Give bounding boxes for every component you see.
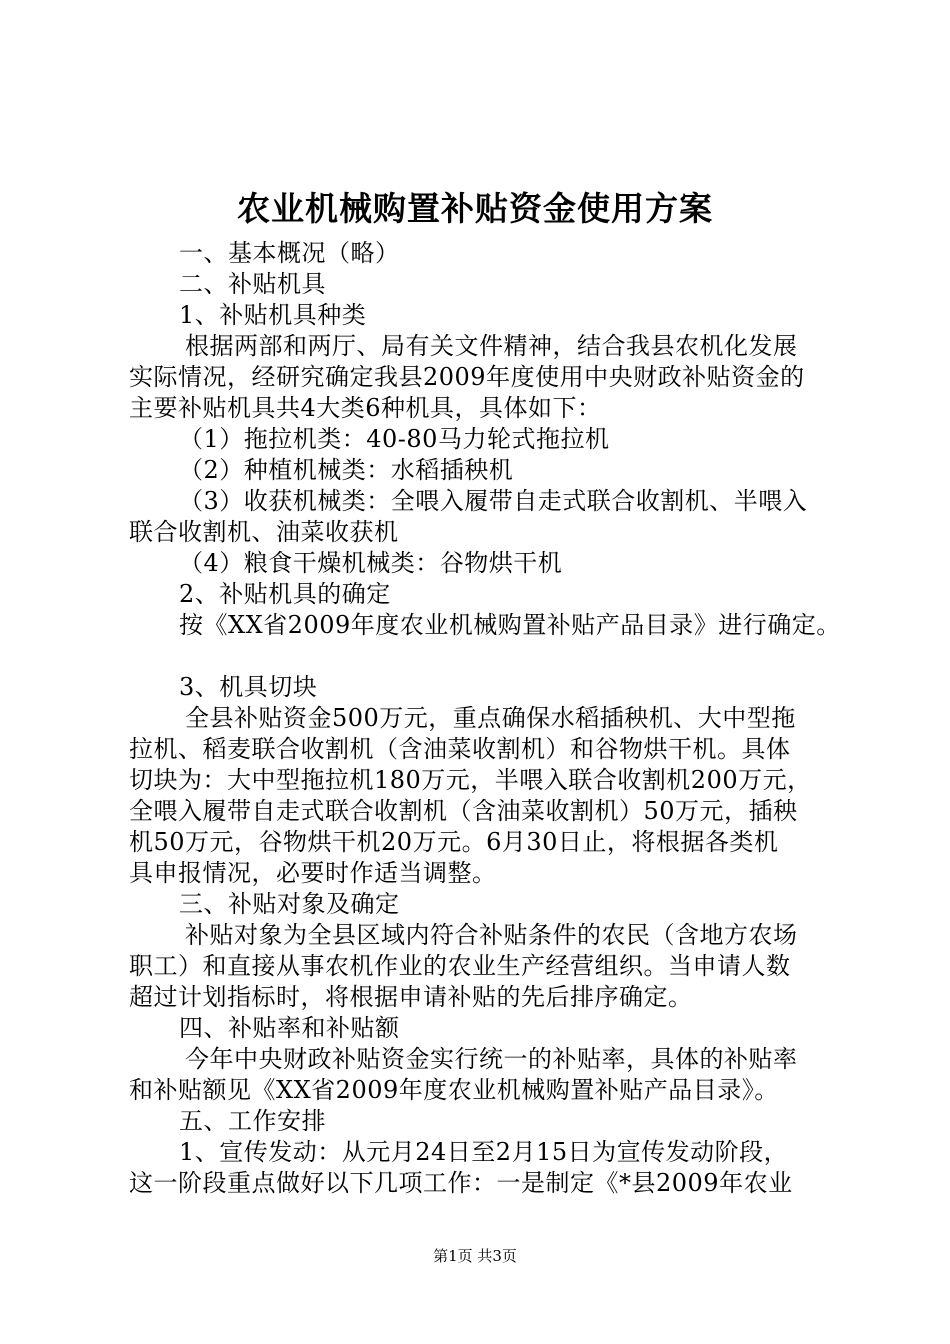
- blank-line: [129, 641, 834, 672]
- list-item: （4）粮食干燥机械类：谷物烘干机: [179, 549, 563, 577]
- document-body: [129, 238, 841, 1199]
- subsection-heading: 2、补贴机具的确定: [179, 580, 391, 608]
- document-title: 农业机械购置补贴资金使用方案: [237, 189, 713, 228]
- list-item: （2）种植机械类：水稻插秧机: [179, 456, 514, 484]
- section-heading: 四、补贴率和补贴额: [179, 1014, 400, 1042]
- paragraph-line: 超过计划指标时，将根据申请补贴的先后排序确定。: [129, 983, 693, 1011]
- paragraph-line: 全喂入履带自走式联合收割机（含油菜收割机）50万元，插秧: [129, 797, 798, 825]
- paragraph-line: 补贴对象为全县区域内符合补贴条件的农民（含地方农场: [185, 921, 798, 949]
- paragraph-line: 和补贴额见《XX省2009年度农业机械购置补贴产品目录》。: [129, 1076, 779, 1104]
- section-heading: 五、工作安排: [179, 1107, 326, 1135]
- paragraph-line: 1、宣传发动：从元月24日至2月15日为宣传发动阶段，: [179, 1138, 789, 1166]
- paragraph-line: 这一阶段重点做好以下几项工作：一是制定《*县2009年农业: [129, 1169, 793, 1197]
- paragraph-line: 具申报情况，必要时作适当调整。: [129, 859, 497, 887]
- paragraph-line: 机50万元，谷物烘干机20万元。6月30日止，将根据各类机: [129, 828, 779, 856]
- paragraph-line: 今年中央财政补贴资金实行统一的补贴率，具体的补贴率: [185, 1045, 798, 1073]
- paragraph-line: 全县补贴资金500万元，重点确保水稻插秧机、大中型拖: [185, 704, 796, 732]
- paragraph-line: 实际情况，经研究确定我县2009年度使用中央财政补贴资金的: [129, 363, 805, 391]
- paragraph-line: 根据两部和两厅、局有关文件精神，结合我县农机化发展: [185, 332, 798, 360]
- list-item-continuation: 联合收割机、油菜收获机: [129, 518, 399, 546]
- list-item: （3）收获机械类：全喂入履带自走式联合收割机、半喂入: [179, 487, 808, 515]
- paragraph-line: 拉机、稻麦联合收割机（含油菜收割机）和谷物烘干机。具体: [129, 735, 791, 763]
- paragraph-line: 切块为：大中型拖拉机180万元，半喂入联合收割机200万元，: [129, 766, 812, 794]
- paragraph-line: 职工）和直接从事农机作业的农业生产经营组织。当申请人数: [129, 952, 791, 980]
- subsection-heading: 3、机具切块: [179, 673, 318, 701]
- section-heading: 三、补贴对象及确定: [179, 890, 400, 918]
- section-heading: 一、基本概况（略）: [179, 239, 400, 267]
- subsection-heading: 1、补贴机具种类: [179, 301, 367, 329]
- list-item: （1）拖拉机类：40-80马力轮式拖拉机: [179, 425, 610, 453]
- section-heading: 二、补贴机具: [179, 270, 326, 298]
- paragraph-line: 主要补贴机具共4大类6种机具，具体如下：: [129, 394, 602, 422]
- paragraph-line: 按《XX省2009年度农业机械购置补贴产品目录》进行确定。: [179, 611, 841, 639]
- page-number-footer: 第1页 共3页: [433, 1247, 517, 1265]
